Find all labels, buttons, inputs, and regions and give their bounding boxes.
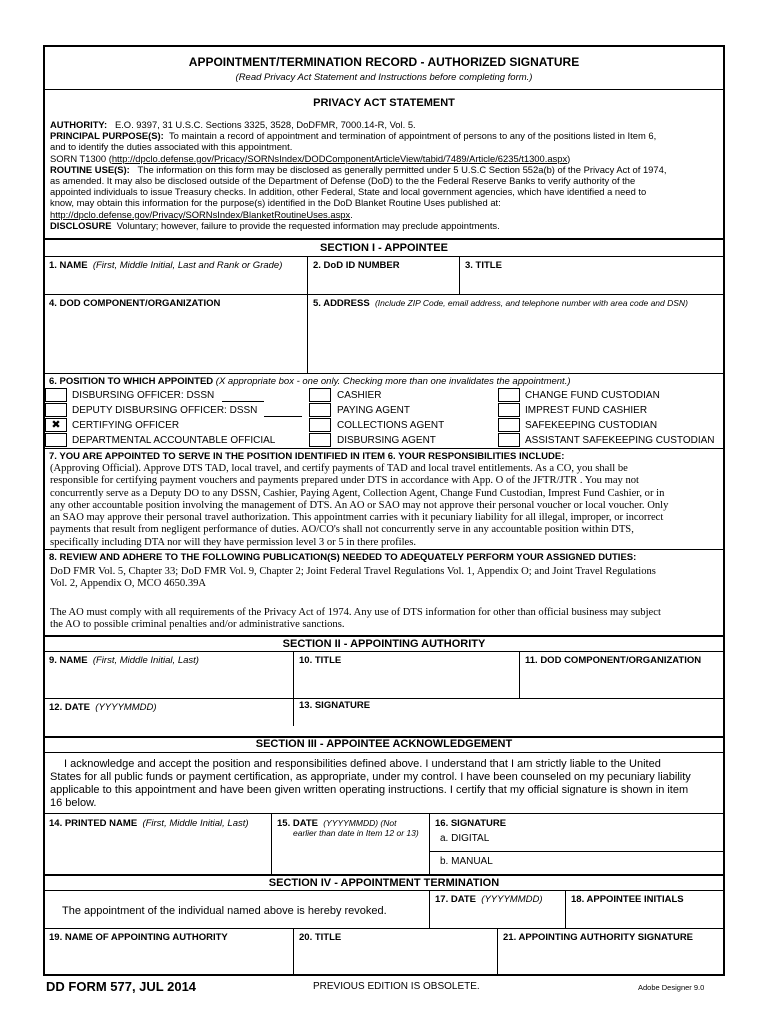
appointing-authority-title-input[interactable]	[294, 944, 496, 974]
signature-digital-field[interactable]	[500, 830, 722, 848]
field13-label: 13. SIGNATURE	[299, 700, 371, 711]
position-label: DEPARTMENTAL ACCOUNTABLE OFFICIAL	[72, 435, 276, 446]
field8-label: 8. REVIEW AND ADHERE TO THE FOLLOWING PUBLICATION(S) NEEDED TO ADEQUATELY PERFORM YOUR ASSIGNED DUTIES:	[49, 552, 637, 563]
checkbox-certifying-officer[interactable]	[45, 418, 67, 432]
authority-component-input[interactable]	[520, 667, 722, 698]
checkbox-cashier[interactable]	[309, 388, 331, 402]
field11-label: 11. DOD COMPONENT/ORGANIZATION	[525, 655, 702, 666]
sorn-prefix: SORN T1300 (	[50, 152, 112, 164]
form-title: APPOINTMENT/TERMINATION RECORD - AUTHORIZED SIGNATURE	[188, 55, 580, 69]
section4-heading: SECTION IV - APPOINTMENT TERMINATION	[268, 877, 500, 889]
revoked-text: The appointment of the individual named above is hereby revoked.	[62, 905, 387, 917]
checkbox-collections-agent[interactable]	[309, 418, 331, 432]
authority-date-input[interactable]	[46, 714, 292, 736]
position-label: CASHIER	[337, 390, 382, 401]
routine-text: The information on this form may be disclosed as generally permitted under 5 U.S.C Section 552a(b) of the Privacy Act of 1974,	[137, 163, 667, 175]
position-label: DISBURSING AGENT	[337, 435, 436, 446]
routine-link[interactable]: http://dpclo.defense.gov/Privacy/SORNsIndex/BlanketRoutineUses.aspx	[50, 208, 351, 220]
authority-name-input[interactable]	[46, 667, 292, 698]
check-x-icon: ✖	[51, 419, 61, 431]
sorn-suffix: )	[567, 152, 571, 164]
signature-manual-field[interactable]	[500, 853, 722, 873]
component-input[interactable]	[46, 310, 306, 372]
position-label: ASSISTANT SAFEKEEPING CUSTODIAN	[525, 435, 715, 446]
field14-label: 14. PRINTED NAME (First, Middle Initial, Last)	[49, 818, 249, 829]
field5-label: 5. ADDRESS (Include ZIP Code, email address, and telephone number with area code and DSN)	[313, 298, 688, 309]
field6-label: 6. POSITION TO WHICH APPOINTED (X appropriate box - one only. Checking more than one invalidates the appointment.)	[49, 376, 571, 387]
appointee-initials-input[interactable]	[566, 906, 722, 928]
routine-label: ROUTINE USE(S):	[50, 163, 130, 175]
routine-line2: as amended. It may also be disclosed outside of the Department of Defense (DoD) to the the Federal Reserve Banks to verify authority of the	[50, 175, 636, 187]
signature-manual-label: b. MANUAL	[440, 856, 493, 867]
field7-label: 7. YOU ARE APPOINTED TO SERVE IN THE POSITION IDENTIFIED IN ITEM 6. YOUR RESPONSIBILITIES INCLUDE:	[49, 451, 565, 462]
appointing-authority-name-input[interactable]	[46, 944, 292, 974]
field2-label: 2. DoD ID NUMBER	[313, 260, 400, 271]
checkbox-imprest-fund-cashier[interactable]	[498, 403, 520, 417]
position-label: PAYING AGENT	[337, 405, 410, 416]
dod-id-input[interactable]	[308, 272, 458, 294]
field3-label: 3. TITLE	[465, 260, 502, 271]
field12-label: 12. DATE (YYYYMMDD)	[49, 702, 157, 713]
disclosure-label: DISCLOSURE	[50, 219, 112, 231]
responsibilities-text: (Approving Official). Approve DTS TAD, local travel, and certify payments of TAD and local travel entitlements. As a CO, you shall be responsible for certifying payment vouchers and payments prepared under DTS in accordance with App. O of the JFTR/JTR . You may not concurrently serve as a Deputy DO to any DSSN, Cashier, Paying Agent, Collection Agent, Change Fund Custodian, Imprest Fund Cashier, or in any other accountable position involving the management of DTS. An AO or SAO may not approve their personal voucher or local voucher. Only an SAO may approve their personal travel authorization. This appointment carries with it pecuniary liability for all illegal, improper, or incorrect payments that result from negligent performance of duties. AO/CO's shall not concurrently serve in any accountable position within DTS, specifically including DTA nor will they have permission level 3 or 5 in there profiles.	[50, 463, 669, 548]
field16-label: 16. SIGNATURE	[435, 818, 507, 829]
acknowledgement-text: I acknowledge and accept the position and responsibilities defined above. I understand that I am strictly liable to the United States for all public funds or payment certification, as appropriate, under my control. I have been counseled on my pecuniary liability applicable to this appointment and have been given written operating instructions. I certify that my official signature is shown in item 16 below.	[50, 758, 691, 809]
acknowledgement-date-input[interactable]	[272, 840, 428, 874]
appointing-authority-signature-field[interactable]	[498, 944, 722, 974]
field20-label: 20. TITLE	[299, 932, 342, 943]
form-subtitle: (Read Privacy Act Statement and Instructions before completing form.)	[235, 72, 533, 83]
sorn-link[interactable]: http://dpclo.defense.gov/Pricacy/SORNsIndex/DODComponentArticleView/tabid/7489/Article/6235/t1300.aspx	[111, 152, 568, 164]
address-input[interactable]	[308, 310, 722, 372]
field15-hint2: earlier than date in Item 12 or 13)	[293, 828, 419, 838]
disclosure-text: Voluntary; however, failure to provide the requested information may preclude appointments.	[116, 219, 500, 231]
termination-date-input[interactable]	[430, 906, 564, 928]
routine-line4: know, may obtain this information for the purpose(s) identified in the DoD Blanket Routine Uses published at:	[50, 197, 501, 209]
checkbox-departmental-accountable-official[interactable]	[45, 433, 67, 447]
purpose-line2: and to identify the duties associated with this appointment.	[50, 141, 293, 153]
purpose-label: PRINCIPAL PURPOSE(S):	[50, 130, 164, 142]
field1-label: 1. NAME (First, Middle Initial, Last and Rank or Grade)	[49, 260, 283, 271]
routine-link-suffix: .	[350, 208, 353, 220]
obsolete-notice: PREVIOUS EDITION IS OBSOLETE.	[313, 981, 480, 992]
section2-heading: SECTION II - APPOINTING AUTHORITY	[282, 638, 486, 650]
checkbox-disbursing-officer[interactable]	[45, 388, 67, 402]
checkbox-paying-agent[interactable]	[309, 403, 331, 417]
title-input[interactable]	[460, 272, 722, 294]
publications-text: DoD FMR Vol. 5, Chapter 33; DoD FMR Vol. 9, Chapter 2; Joint Federal Travel Regulations Vol. 1, Appendix O; and Joint Travel Regulations Vol. 2, Appendix O, MCO 4650.39A	[50, 566, 656, 590]
form-id: DD FORM 577, JUL 2014	[46, 979, 197, 994]
authority-label: AUTHORITY:	[50, 119, 108, 130]
authority-text: E.O. 9397, 31 U.S.C. Sections 3325, 3528, DoDFMR, 7000.14-R, Vol. 5.	[114, 119, 416, 130]
position-label: SAFEKEEPING CUSTODIAN	[525, 420, 658, 431]
privacy-body	[50, 119, 720, 231]
field4-label: 4. DOD COMPONENT/ORGANIZATION	[49, 298, 221, 309]
printed-name-input[interactable]	[46, 830, 270, 874]
position-label: DEPUTY DISBURSING OFFICER: DSSN	[72, 405, 258, 416]
field9-label: 9. NAME (First, Middle Initial, Last)	[49, 655, 199, 666]
authority-signature-field[interactable]	[294, 712, 722, 736]
routine-line3: appointed individuals to issue Treasury checks. In addition, other Federal, State and local government agencies, which have identified a need to	[50, 186, 647, 198]
position-label: CERTIFYING OFFICER	[72, 420, 180, 431]
checkbox-disbursing-agent[interactable]	[309, 433, 331, 447]
privacy-heading: PRIVACY ACT STATEMENT	[313, 97, 455, 109]
purpose-text: To maintain a record of appointment and termination of appointment of persons to any of the positions listed in Item 6,	[168, 130, 657, 142]
field15-label: 15. DATE (YYYYMMDD) (Not	[277, 818, 397, 829]
field18-label: 18. APPOINTEE INITIALS	[571, 894, 684, 905]
designer-note: Adobe Designer 9.0	[638, 983, 705, 992]
section3-heading: SECTION III - APPOINTEE ACKNOWLEDGEMENT	[255, 738, 513, 750]
privacy-compliance-text: The AO must comply with all requirements of the Privacy Act of 1974. Any use of DTS information for other than official business may subject the AO to possible criminal penalties and/or administrative sanctions.	[50, 607, 661, 631]
checkbox-change-fund-custodian[interactable]	[498, 388, 520, 402]
checkbox-assistant-safekeeping-custodian[interactable]	[498, 433, 520, 447]
field19-label: 19. NAME OF APPOINTING AUTHORITY	[49, 932, 228, 943]
authority-title-input[interactable]	[294, 667, 518, 698]
field10-label: 10. TITLE	[299, 655, 342, 666]
field17-label: 17. DATE (YYYYMMDD)	[435, 894, 543, 905]
position-label: IMPREST FUND CASHIER	[525, 405, 648, 416]
signature-digital-label: a. DIGITAL	[440, 833, 490, 844]
position-label: CHANGE FUND CUSTODIAN	[525, 390, 660, 401]
position-label: COLLECTIONS AGENT	[337, 420, 445, 431]
position-label: DISBURSING OFFICER: DSSN	[72, 390, 215, 401]
checkbox-safekeeping-custodian[interactable]	[498, 418, 520, 432]
field21-label: 21. APPOINTING AUTHORITY SIGNATURE	[503, 932, 694, 943]
section1-heading: SECTION I - APPOINTEE	[320, 242, 448, 254]
appointee-name-input[interactable]	[46, 272, 306, 294]
checkbox-deputy-disbursing-officer[interactable]	[45, 403, 67, 417]
